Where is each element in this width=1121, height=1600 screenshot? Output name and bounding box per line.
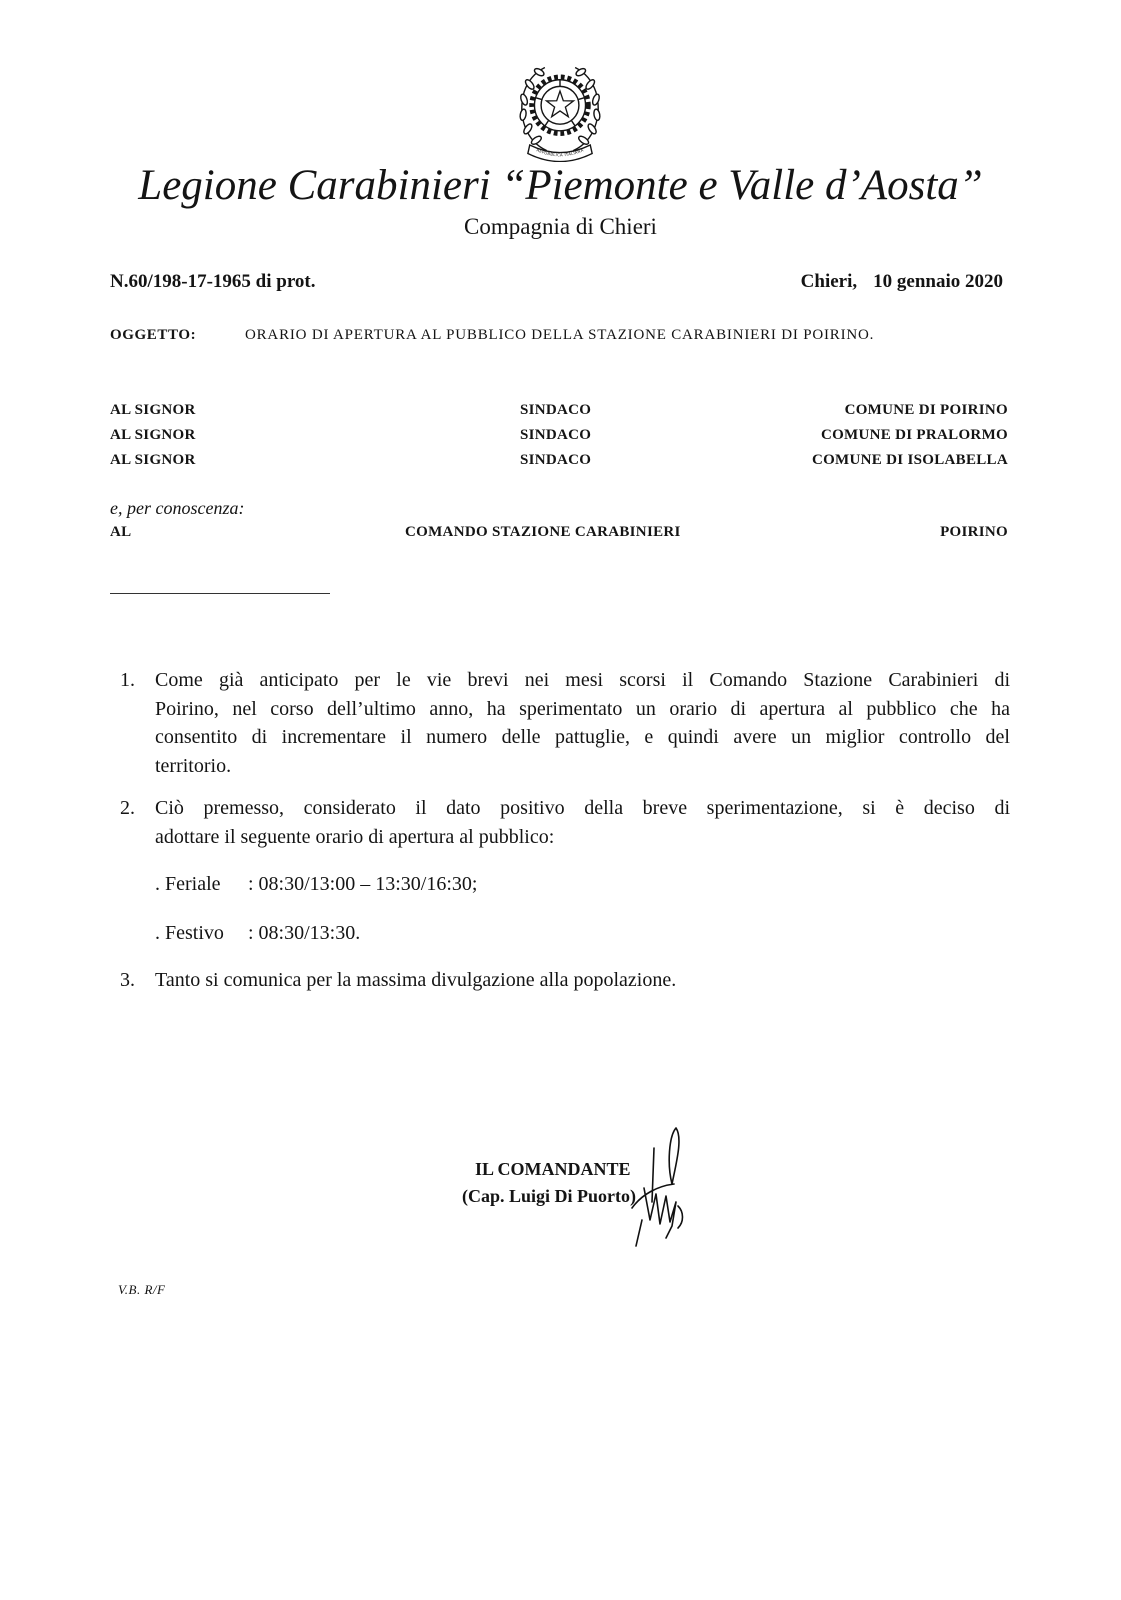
- recipient-entity: COMUNE DI PRALORMO: [820, 427, 1008, 443]
- recipient-role: SINDACO: [520, 427, 592, 443]
- recipient-entity: COMUNE DI POIRINO: [844, 402, 1008, 418]
- schedule-row-weekday: [155, 870, 477, 899]
- letterhead-subtitle: Compagnia di Chieri: [464, 214, 657, 239]
- body-item: [120, 966, 1010, 995]
- recipient-salutation: AL SIGNOR: [110, 427, 196, 443]
- protocol-number: N.60/198-17-1965 di prot.: [110, 271, 316, 292]
- signature-name: (Cap. Luigi Di Puorto): [462, 1186, 637, 1206]
- place-date: [801, 272, 1003, 291]
- schedule-hours: : 08:30/13:00 – 13:30/16:30;: [248, 873, 478, 895]
- letterhead-title: Legione Carabinieri “Piemonte e Valle d’Aosta”: [138, 162, 983, 209]
- recipient-salutation: AL SIGNOR: [110, 452, 196, 468]
- subject-text: ORARIO DI APERTURA AL PUBBLICO DELLA STAZIONE CARABINIERI DI POIRINO.: [245, 327, 875, 343]
- text-line: consentito di incrementare il numero delle pattuglie, e quindi avere un miglior controllo del: [155, 726, 1010, 748]
- item-number: 1.: [120, 669, 135, 691]
- item-text: [155, 966, 1010, 995]
- cc-role: COMANDO STAZIONE CARABINIERI: [405, 524, 681, 540]
- recipient-role: SINDACO: [520, 452, 592, 468]
- emblem-icon: [512, 58, 608, 162]
- cc-label: e, per conoscenza:: [110, 498, 245, 518]
- text-line: territorio.: [155, 754, 232, 777]
- body-item: [120, 794, 1010, 851]
- item-text: [155, 794, 1010, 851]
- body-item: [120, 666, 1010, 780]
- text-line: Ciò premesso, considerato il dato positivo della breve sperimentazione, si è deciso di: [155, 797, 1010, 819]
- text-line: adottare il seguente orario di apertura al pubblico:: [155, 825, 555, 848]
- cc-entity: POIRINO: [940, 524, 1008, 540]
- schedule-hours: : 08:30/13:30.: [248, 922, 361, 944]
- text-line: Come già anticipato per le vie brevi nei mesi scorsi il Comando Stazione Carabinieri di: [155, 669, 1010, 691]
- item-number: 3.: [120, 969, 135, 991]
- emblem-ribbon-text: REPUBBLICA ITALIANA: [535, 147, 585, 158]
- handwritten-signature-icon: [612, 1124, 696, 1248]
- signature-title: IL COMANDANTE: [475, 1159, 631, 1179]
- text-line: Poirino, nel corso dell’ultimo anno, ha sperimentato un orario di apertura al pubblico che ha: [155, 697, 1010, 720]
- cc-salutation: AL: [110, 524, 132, 540]
- item-number: 2.: [120, 797, 135, 819]
- place: Chieri,: [800, 271, 858, 292]
- item-text: [155, 666, 1010, 780]
- separator-line: [110, 593, 330, 594]
- text-line: Tanto si comunica per la massima divulgazione alla popolazione.: [155, 969, 677, 991]
- date: 10 gennaio 2020: [873, 271, 1003, 292]
- recipient-entity: COMUNE DI ISOLABELLA: [811, 452, 1008, 468]
- schedule-label: . Feriale: [155, 873, 221, 895]
- schedule-row-holiday: [155, 919, 360, 948]
- typist-initials: V.B. R/F: [118, 1282, 166, 1297]
- subject-label: OGGETTO:: [110, 327, 197, 343]
- schedule-label: . Festivo: [155, 922, 224, 944]
- recipient-salutation: AL SIGNOR: [110, 402, 196, 418]
- recipient-role: SINDACO: [520, 402, 592, 418]
